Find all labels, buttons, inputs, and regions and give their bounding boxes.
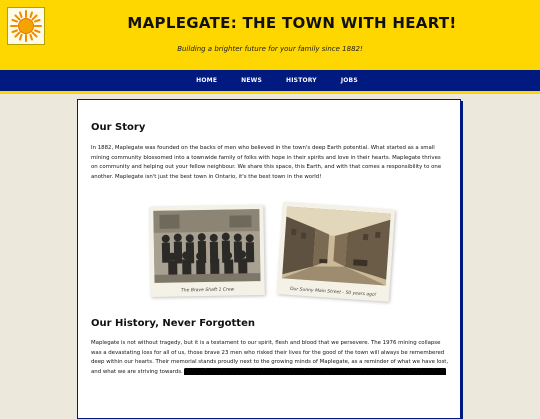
nav-news-link[interactable]: NEWS bbox=[241, 77, 263, 84]
our-history-text: Maplegate is not without tragedy, but it is a testament to our spirit, flesh and blood that we persevere. The 1976 mining collapse was a devastating loss for all of us, those brave 23 men who risked their lives for the good of the town will always be remembered deep within our hearts. Their memorial stands proudly next to the growing minds of Maplegate, as a reminder of what we have lost, and what we are striving towards. bbox=[91, 340, 449, 375]
crew-photo-card bbox=[149, 205, 265, 297]
nav-home-link[interactable]: HOME bbox=[196, 77, 218, 84]
site-header bbox=[0, 0, 540, 70]
site-tagline: Building a brighter future for your family since 1882! bbox=[177, 45, 363, 53]
crew-photo-caption: The Brave Shaft 1 Crew bbox=[180, 287, 235, 294]
site-title: MAPLEGATE: THE TOWN WITH HEART! bbox=[127, 14, 457, 32]
main-nav bbox=[0, 70, 540, 94]
crew-photo bbox=[153, 209, 260, 283]
redacted-text-block: ███████████████████████████████████████████████████████████████ bbox=[184, 368, 446, 375]
main-street-photo-card bbox=[277, 202, 395, 302]
our-story-paragraph: In 1882, Maplegate was founded on the backs of men who believed in the town's deep Earth potential. What started as a small mining community blossomed into a townwide family of folks with hope in their spirits and love in their hearts. Maplegate thrives on community and helping out your fellow neighbour. We share this space, this Earth, and with that comes a responsibility to one another. Maplegate isn't just the best town in Ontario, it's the best town in the world! bbox=[91, 145, 442, 180]
nav-jobs-link[interactable]: JOBS bbox=[340, 77, 358, 84]
main-street-photo bbox=[282, 206, 391, 285]
our-history-heading: Our History, Never Forgotten bbox=[91, 318, 255, 329]
content-card bbox=[77, 99, 461, 419]
our-story-heading: Our Story bbox=[91, 122, 146, 133]
our-history-paragraph bbox=[91, 339, 449, 377]
nav-history-link[interactable]: HISTORY bbox=[286, 77, 317, 84]
main-street-photo-caption: Our Sunny Main Street - 50 years ago! bbox=[289, 286, 377, 298]
